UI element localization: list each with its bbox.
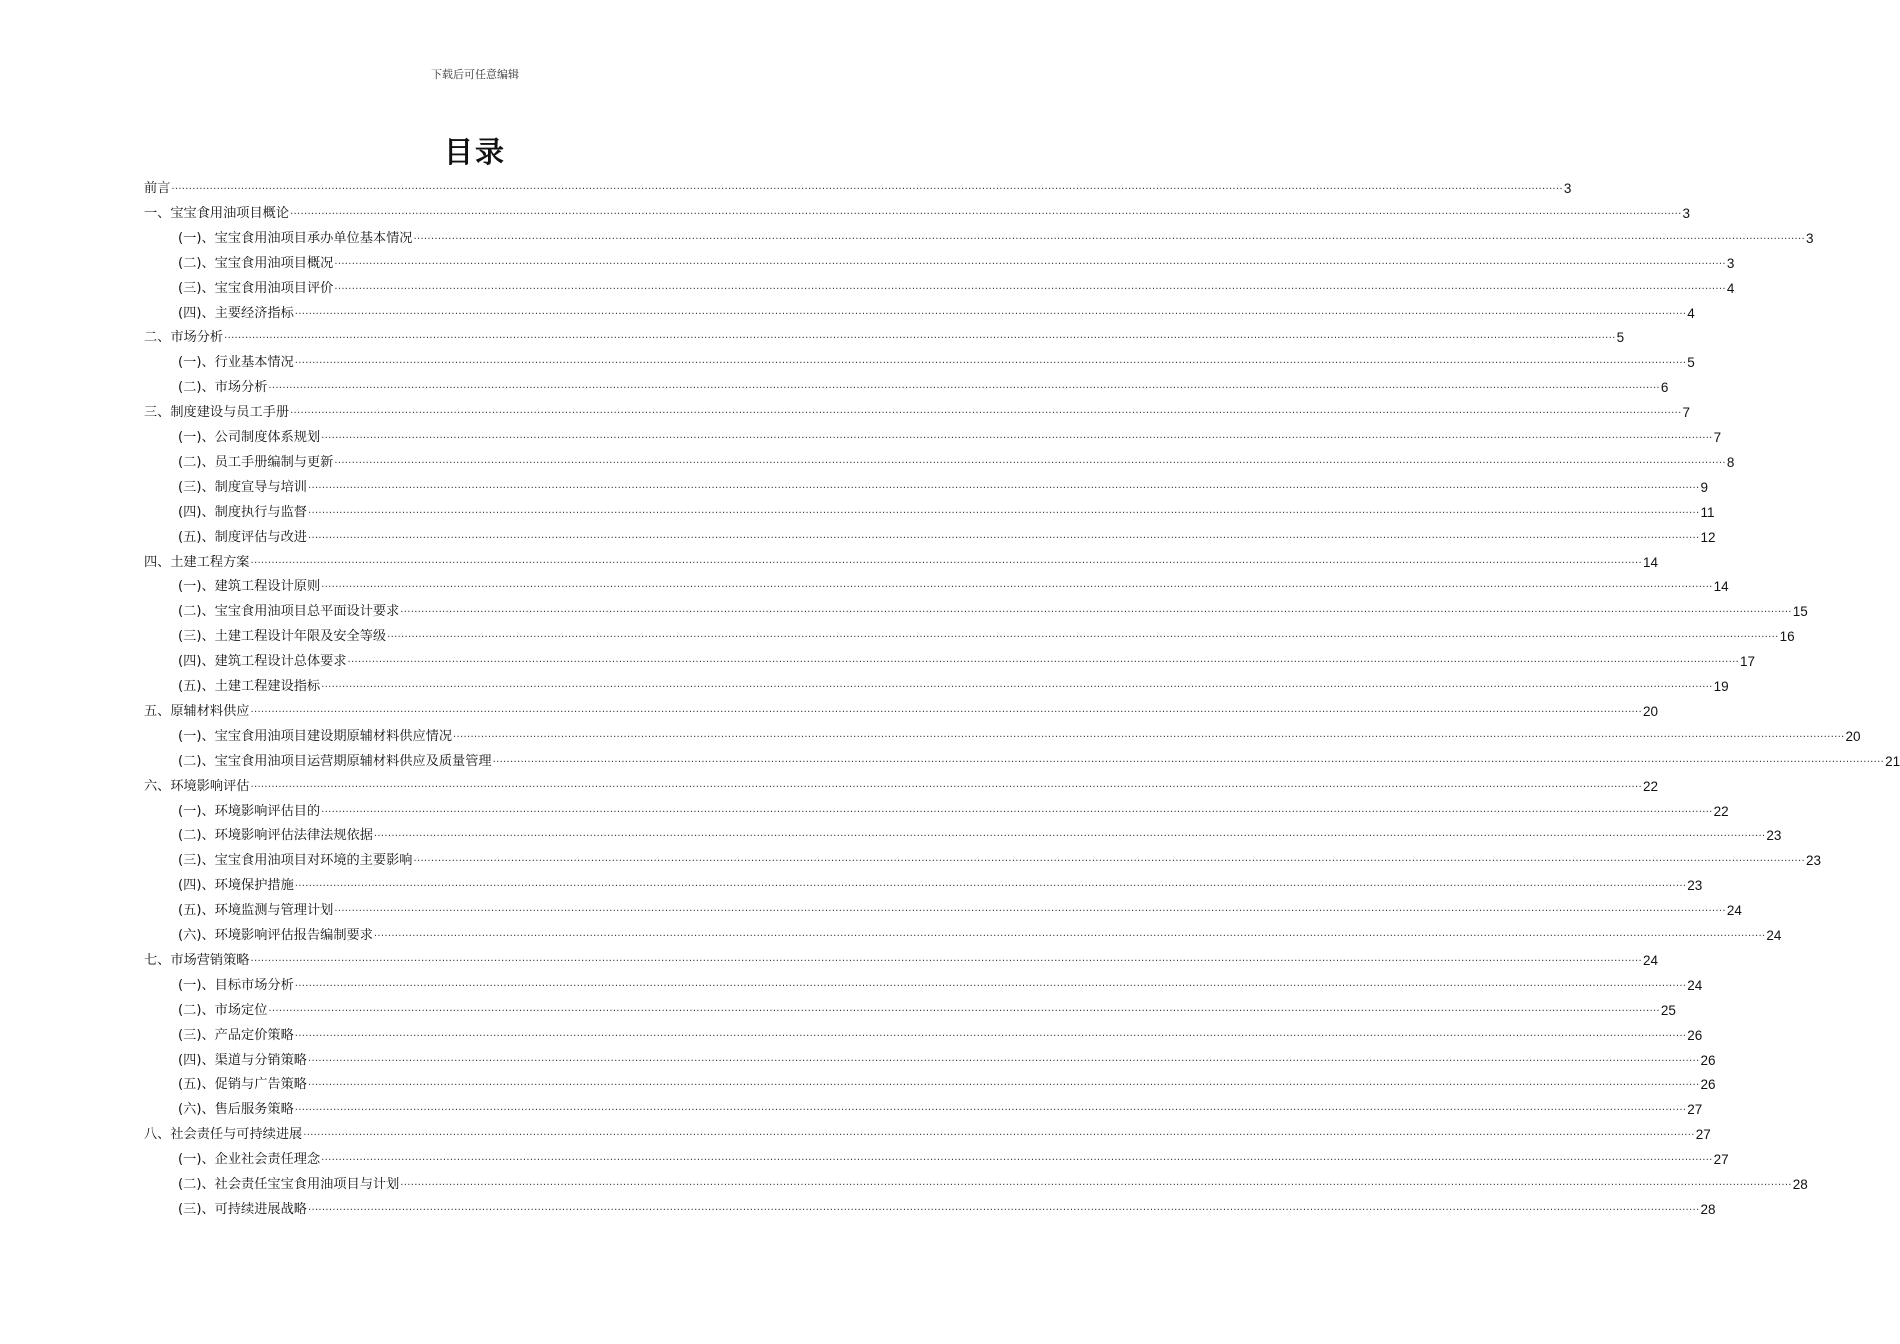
toc-entry-page-number: 27 [1687, 1102, 1703, 1118]
toc-leader-dots: ................................................................................................................................................................................................................................................................................................................................................................................................................ [400, 1177, 1792, 1188]
toc-entry-title: (一)、企业社会责任理念 [178, 1152, 321, 1168]
toc-entry[interactable] [178, 573, 1729, 595]
toc-leader-dots: ................................................................................................................................................................................................................................................................................................................................................................................................................ [294, 1102, 1687, 1114]
toc-entry-title: (一)、宝宝食用油项目建设期原辅材料供应情况 [178, 728, 453, 744]
toc-entry-title: (二)、市场分析 [178, 380, 268, 396]
toc-entry-page-number: 16 [1779, 629, 1795, 645]
toc-entry-title: (五)、环境监测与管理计划 [178, 903, 334, 919]
toc-entry[interactable] [178, 449, 1735, 471]
toc-entry-title: (六)、售后服务策略 [178, 1102, 294, 1118]
toc-leader-dots: ................................................................................................................................................................................................................................................................................................................................................................................................................ [321, 1152, 1713, 1164]
toc-entry-page-number: 22 [1713, 803, 1729, 819]
toc-entry-page-number: 21 [1885, 753, 1900, 769]
toc-entry[interactable] [178, 300, 1695, 322]
toc-leader-dots: ................................................................................................................................................................................................................................................................................................................................................................................................................ [373, 828, 1766, 840]
toc-entry[interactable] [144, 200, 1691, 222]
toc-entry-page-number: 3 [1805, 230, 1814, 246]
toc-entry-title: (三)、宝宝食用油项目评价 [178, 280, 334, 296]
toc-entry-title: 五、原辅材料供应 [144, 703, 250, 719]
toc-entry-title: (三)、制度宣导与培训 [178, 479, 307, 495]
toc-leader-dots: ................................................................................................................................................................................................................................................................................................................................................................................................................ [250, 703, 1642, 715]
toc-entry[interactable] [178, 524, 1716, 546]
toc-leader-dots: ................................................................................................................................................................................................................................................................................................................................................................................................................ [307, 1052, 1700, 1064]
toc-entry[interactable] [144, 175, 1572, 197]
toc-entry[interactable] [178, 598, 1808, 620]
toc-leader-dots: ................................................................................................................................................................................................................................................................................................................................................................................................................ [321, 803, 1713, 815]
toc-entry[interactable] [144, 1121, 1711, 1143]
page-title: 目录 [443, 135, 506, 169]
toc-entry[interactable] [178, 748, 1900, 770]
toc-leader-dots: ................................................................................................................................................................................................................................................................................................................................................................................................................ [224, 330, 1616, 342]
toc-entry-page-number: 27 [1713, 1152, 1729, 1168]
toc-entry-title: (四)、环境保护措施 [178, 878, 294, 894]
toc-entry-title: 一、宝宝食用油项目概论 [144, 205, 290, 221]
toc-entry-title: (一)、公司制度体系规划 [178, 430, 321, 445]
toc-entry[interactable] [178, 250, 1735, 272]
toc-entry-title: (二)、市场定位 [178, 1002, 268, 1018]
toc-entry-title: (二)、社会责任宝宝食用油项目与计划 [178, 1177, 400, 1192]
toc-entry[interactable] [178, 623, 1795, 645]
page-header: 下载后可任意编辑 [431, 68, 519, 81]
toc-entry-title: (二)、宝宝食用油项目概况 [178, 255, 334, 271]
toc-entry[interactable] [178, 723, 1861, 745]
toc-leader-dots: ................................................................................................................................................................................................................................................................................................................................................................................................................ [294, 305, 1687, 317]
toc-entry[interactable] [178, 1171, 1808, 1193]
toc-entry-title: (五)、促销与广告策略 [178, 1077, 307, 1093]
toc-entry[interactable] [178, 424, 1722, 446]
toc-entry-page-number: 14 [1713, 579, 1729, 595]
toc-entry[interactable] [144, 698, 1659, 720]
toc-entry-title: (三)、宝宝食用油项目对环境的主要影响 [178, 853, 413, 869]
toc-entry[interactable] [178, 922, 1782, 944]
toc-entry-title: (二)、宝宝食用油项目运营期原辅材料供应及质量管理 [178, 753, 492, 769]
toc-entry-page-number: 19 [1713, 679, 1729, 694]
toc-entry-page-number: 6 [1660, 380, 1669, 396]
toc-entry[interactable] [144, 399, 1691, 421]
toc-entry-title: (三)、可持续进展战略 [178, 1201, 307, 1217]
toc-leader-dots: ................................................................................................................................................................................................................................................................................................................................................................................................................ [307, 1077, 1700, 1089]
toc-entry-page-number: 28 [1700, 1201, 1716, 1217]
toc-entry-title: 八、社会责任与可持续进展 [144, 1127, 303, 1143]
toc-entry-title: (一)、目标市场分析 [178, 977, 294, 993]
toc-leader-dots: ................................................................................................................................................................................................................................................................................................................................................................................................................ [321, 579, 1713, 591]
toc-leader-dots: ................................................................................................................................................................................................................................................................................................................................................................................................................ [294, 1027, 1687, 1039]
toc-entry-page-number: 26 [1700, 1077, 1716, 1093]
toc-entry[interactable] [178, 1146, 1729, 1168]
toc-leader-dots: ................................................................................................................................................................................................................................................................................................................................................................................................................ [307, 504, 1700, 516]
toc-leader-dots: ................................................................................................................................................................................................................................................................................................................................................................................................................ [290, 405, 1682, 417]
toc-entry-title: (五)、土建工程建设指标 [178, 679, 321, 694]
toc-entry[interactable] [178, 1022, 1703, 1044]
toc-leader-dots: ................................................................................................................................................................................................................................................................................................................................................................................................................ [268, 380, 1660, 392]
toc-entry[interactable] [178, 1196, 1716, 1218]
toc-entry-title: 六、环境影响评估 [144, 778, 250, 794]
toc-entry-page-number: 23 [1805, 853, 1821, 869]
toc-entry-page-number: 20 [1642, 703, 1659, 719]
toc-leader-dots: ................................................................................................................................................................................................................................................................................................................................................................................................................ [250, 554, 1642, 566]
toc-entry-page-number: 24 [1642, 952, 1659, 968]
toc-leader-dots: ................................................................................................................................................................................................................................................................................................................................................................................................................ [321, 679, 1713, 690]
toc-leader-dots: ................................................................................................................................................................................................................................................................................................................................................................................................................ [307, 529, 1700, 541]
toc-leader-dots: ................................................................................................................................................................................................................................................................................................................................................................................................................ [294, 878, 1687, 890]
toc-entry-page-number: 15 [1792, 604, 1808, 620]
toc-entry[interactable] [178, 648, 1756, 670]
toc-entry-title: (六)、环境影响评估报告编制要求 [178, 928, 373, 943]
toc-entry-page-number: 24 [1687, 977, 1703, 993]
toc-leader-dots: ................................................................................................................................................................................................................................................................................................................................................................................................................ [294, 977, 1687, 989]
toc-leader-dots: ................................................................................................................................................................................................................................................................................................................................................................................................................ [334, 280, 1726, 292]
toc-entry-title: (四)、主要经济指标 [178, 305, 294, 321]
toc-entry-page-number: 24 [1766, 928, 1782, 943]
toc-entry-title: (二)、环境影响评估法律法规依据 [178, 828, 373, 844]
toc-entry-title: (四)、渠道与分销策略 [178, 1052, 307, 1068]
toc-leader-dots: ................................................................................................................................................................................................................................................................................................................................................................................................................ [250, 952, 1642, 964]
toc-entry[interactable] [178, 474, 1708, 496]
toc-leader-dots: ................................................................................................................................................................................................................................................................................................................................................................................................................ [413, 230, 1805, 242]
toc-leader-dots: ................................................................................................................................................................................................................................................................................................................................................................................................................ [321, 430, 1713, 441]
toc-entry-page-number: 3 [1563, 181, 1572, 196]
toc-leader-dots: ................................................................................................................................................................................................................................................................................................................................................................................................................ [334, 903, 1726, 915]
toc-entry-title: 前言 [144, 181, 171, 196]
toc-entry[interactable] [178, 997, 1676, 1019]
toc-leader-dots: ................................................................................................................................................................................................................................................................................................................................................................................................................ [294, 355, 1687, 367]
toc-entry-page-number: 5 [1616, 330, 1625, 346]
toc-entry[interactable] [178, 499, 1715, 521]
toc-entry[interactable] [178, 1071, 1716, 1093]
toc-entry[interactable] [178, 847, 1821, 869]
toc-entry-page-number: 26 [1700, 1052, 1716, 1068]
toc-entry-title: (一)、宝宝食用油项目承办单位基本情况 [178, 230, 413, 246]
toc-entry[interactable] [178, 972, 1703, 994]
toc-entry-title: 二、市场分析 [144, 330, 224, 346]
toc-entry-page-number: 11 [1700, 504, 1715, 520]
toc-entry-title: (三)、产品定价策略 [178, 1027, 294, 1043]
toc-entry-title: 四、土建工程方案 [144, 554, 250, 570]
toc-leader-dots: ................................................................................................................................................................................................................................................................................................................................................................................................................ [413, 853, 1805, 865]
toc-leader-dots: ................................................................................................................................................................................................................................................................................................................................................................................................................ [334, 255, 1726, 267]
toc-entry-page-number: 23 [1687, 878, 1703, 894]
toc-entry-page-number: 7 [1713, 430, 1722, 445]
toc-leader-dots: ................................................................................................................................................................................................................................................................................................................................................................................................................ [307, 1201, 1700, 1213]
toc-entry-page-number: 4 [1726, 280, 1735, 296]
toc-entry-title: (四)、建筑工程设计总体要求 [178, 654, 347, 670]
toc-entry-title: (一)、行业基本情况 [178, 355, 294, 371]
toc-leader-dots: ................................................................................................................................................................................................................................................................................................................................................................................................................ [307, 479, 1700, 491]
toc-entry[interactable] [178, 275, 1735, 297]
toc-entry-title: (二)、员工手册编制与更新 [178, 454, 334, 470]
toc-entry[interactable] [144, 947, 1659, 969]
toc-entry-page-number: 24 [1726, 903, 1742, 919]
toc-entry[interactable] [178, 374, 1669, 396]
toc-entry-title: (三)、土建工程设计年限及安全等级 [178, 629, 387, 645]
toc-entry[interactable] [178, 1096, 1703, 1118]
toc-leader-dots: ................................................................................................................................................................................................................................................................................................................................................................................................................ [250, 778, 1642, 790]
toc-entry-page-number: 3 [1682, 205, 1691, 221]
toc-entry-page-number: 17 [1740, 654, 1756, 670]
toc-leader-dots: ................................................................................................................................................................................................................................................................................................................................................................................................................ [400, 604, 1792, 616]
toc-entry-page-number: 27 [1695, 1127, 1711, 1143]
toc-leader-dots: ................................................................................................................................................................................................................................................................................................................................................................................................................ [347, 654, 1740, 666]
toc-entry-page-number: 9 [1700, 479, 1708, 495]
toc-entry-title: (一)、建筑工程设计原则 [178, 579, 321, 595]
toc-leader-dots: ................................................................................................................................................................................................................................................................................................................................................................................................................ [268, 1002, 1660, 1014]
toc-entry[interactable] [178, 349, 1695, 371]
toc-entry[interactable] [178, 1047, 1716, 1069]
toc-entry[interactable] [144, 324, 1625, 346]
toc-entry-page-number: 26 [1687, 1027, 1703, 1043]
toc-entry-title: 七、市场营销策略 [144, 952, 250, 968]
toc-entry-page-number: 25 [1660, 1002, 1676, 1018]
toc-entry-page-number: 23 [1766, 828, 1782, 844]
toc-entry[interactable] [144, 549, 1659, 571]
toc-entry-page-number: 5 [1687, 355, 1695, 371]
toc-leader-dots: ................................................................................................................................................................................................................................................................................................................................................................................................................ [453, 728, 1845, 740]
toc-entry-title: (四)、制度执行与监督 [178, 504, 307, 520]
toc-entry-page-number: 8 [1726, 454, 1735, 470]
toc-entry-title: (一)、环境影响评估目的 [178, 803, 321, 819]
toc-entry[interactable] [144, 773, 1659, 795]
toc-leader-dots: ................................................................................................................................................................................................................................................................................................................................................................................................................ [290, 205, 1682, 217]
toc-entry-page-number: 3 [1726, 255, 1735, 271]
toc-entry-page-number: 14 [1642, 554, 1659, 570]
toc-entry-page-number: 22 [1642, 778, 1659, 794]
toc-entry-page-number: 20 [1845, 728, 1861, 744]
toc-entry[interactable] [178, 225, 1814, 247]
toc-leader-dots: ................................................................................................................................................................................................................................................................................................................................................................................................................ [171, 181, 1563, 192]
toc-entry[interactable] [178, 798, 1729, 820]
toc-leader-dots: ................................................................................................................................................................................................................................................................................................................................................................................................................ [387, 629, 1779, 641]
toc-entry[interactable] [178, 897, 1742, 919]
toc-entry-title: (二)、宝宝食用油项目总平面设计要求 [178, 604, 400, 620]
toc-entry-page-number: 12 [1700, 529, 1716, 545]
toc-entry-page-number: 7 [1682, 405, 1691, 421]
toc-leader-dots: ................................................................................................................................................................................................................................................................................................................................................................................................................ [303, 1127, 1695, 1139]
toc-entry[interactable] [178, 673, 1729, 695]
toc-entry-title: (五)、制度评估与改进 [178, 529, 307, 545]
toc-entry[interactable] [178, 822, 1782, 844]
toc-leader-dots: ................................................................................................................................................................................................................................................................................................................................................................................................................ [492, 753, 1885, 765]
toc-leader-dots: ................................................................................................................................................................................................................................................................................................................................................................................................................ [373, 928, 1766, 939]
toc-entry[interactable] [178, 872, 1703, 894]
toc-entry-page-number: 28 [1792, 1177, 1808, 1192]
toc-leader-dots: ................................................................................................................................................................................................................................................................................................................................................................................................................ [334, 454, 1726, 466]
toc-entry-page-number: 4 [1687, 305, 1695, 321]
toc-entry-title: 三、制度建设与员工手册 [144, 405, 290, 421]
